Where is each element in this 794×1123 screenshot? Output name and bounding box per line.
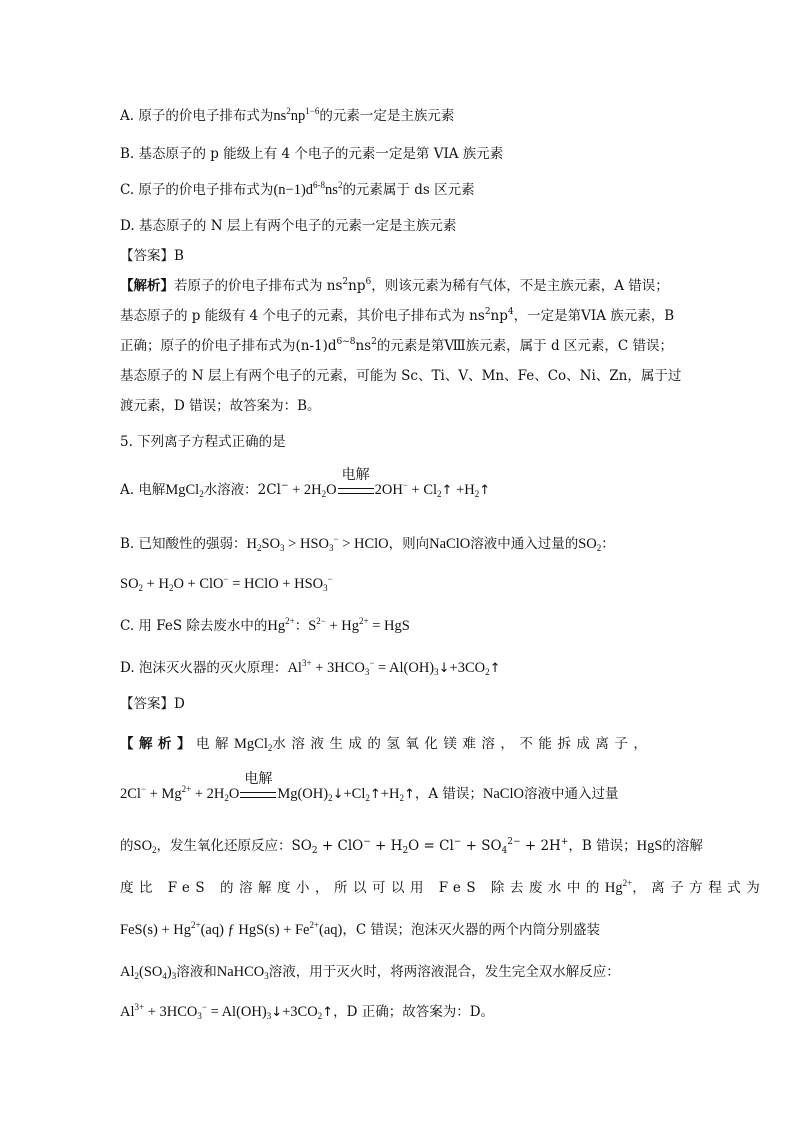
q5-option-a-line: A. 电解MgCl$_2$水溶液：$2Cl^- + 2H_2O$ 电解 $2OH^- + Cl_2↑$ $+H_2↑$ xyxy=(120,467,491,499)
electrolysis-condition: 电解 xyxy=(338,480,374,500)
analysis2-line-3: 的$SO_2$，发生氧化还原反应：$SO_2 + ClO^- + H_2O = Cl^- + SO_4^{2-} + 2H^+$，B 错误；HgS的溶解 xyxy=(120,837,703,856)
analysis2-line-7: $Al^{3+} + 3HCO_3^-$ = $Al(OH)_3↓+3CO_2↑$，D 正确；故答案为：D。 xyxy=(120,1002,495,1021)
analysis2-line-6: $Al_2(SO_4)_3$溶液和NaHCO$_3$溶液，用于灭火时，将两溶液混合，发生完全双水解反应： xyxy=(120,964,620,981)
question-5-text: 5. 下列离子方程式正确的是 xyxy=(120,434,286,450)
question-5-stem xyxy=(120,432,286,452)
analysis2-line-2: $2Cl^- + Mg^{2+} + 2H_2O$ 电解 $Mg(OH)_2↓+Cl_2↑+H_2↑$，A 错误；NaClO溶液中通入过量 xyxy=(120,771,619,803)
electrolysis-condition: 电解 xyxy=(240,784,276,804)
q5-option-b-equation: $SO_2 + H_2O + ClO^-$ = HClO + $HSO_3^-$ xyxy=(120,574,333,593)
option-a-text: A. 原子的价电子排布式为 xyxy=(120,108,274,124)
analysis2-line-5: $FeS(s) + Hg^{2+}(aq)$ ƒ $HgS(s) + Fe^{2+}(aq)$，C 错误；泡沫灭火器的两个内筒分别盛装 xyxy=(120,920,600,938)
q5-option-b-line: B. 已知酸性的强弱：$H_2SO_3 > HSO_3^-$ > HClO，则向NaClO溶液中通入过量的$SO_2$： xyxy=(120,534,615,553)
analysis-line-1: 【解析】若原子的价电子排布式为 $ns^2np^6$，则该元素为稀有气体，不是主族元素，A 错误； xyxy=(120,277,669,294)
option-a-line: A. 原子的价电子排布式为$ns^2np^{1-6}$的元素一定是主族元素 xyxy=(120,106,455,124)
answer-text: 【答案】D xyxy=(120,696,185,712)
option-c-text: C. 原子的价电子排布式为 xyxy=(120,182,274,198)
option-c-line: C. 原子的价电子排布式为$(n-1)d^{6-8}ns^2$的元素属于 ds 区元素 xyxy=(120,180,475,198)
gas-arrow-icon: ↑ xyxy=(479,483,491,498)
gas-arrow-icon: ↑ xyxy=(322,1005,334,1020)
precipitate-arrow-icon: ↓ xyxy=(271,1005,283,1020)
q5-option-c-line: C. 用 FeS 除去废水中的$Hg^{2+}$：$S^{2-} + Hg^{2+}$ = HgS xyxy=(120,616,410,634)
option-d-text: D. 基态原子的 N 层上有两个电子的元素一定是主族元素 xyxy=(120,218,457,234)
answer-text: 【答案】B xyxy=(120,248,184,264)
option-b-line xyxy=(120,144,503,164)
option-b-text: B. 基态原子的 p 能级上有 4 个电子的元素一定是第 VIA 族元素 xyxy=(120,146,504,162)
analysis-label: 【解析】 xyxy=(120,736,196,752)
analysis-label: 【解析】 xyxy=(120,278,174,294)
answer-line xyxy=(120,246,184,266)
analysis2-line-4: 度比 FeS 的溶解度小，所以可以用 FeS 除去废水中的$Hg^{2+}$，离子方程式为 xyxy=(120,878,766,896)
answer-line-2 xyxy=(120,694,185,714)
analysis-line-5: 渡元素，D 错误；故答案为：B。 xyxy=(120,398,321,414)
gas-arrow-icon: ↑ xyxy=(489,661,501,676)
config-formula: $(n-1)d^{6-8}ns^2$ xyxy=(273,180,343,198)
analysis-line-3: 正确；原子的价电子排布式为$(n-1)d^{6\sim 8}ns^2$的元素是第Ⅷ族元素，属于 d 区元素，C 错误； xyxy=(120,337,674,354)
analysis2-line-1: 【解析】电解MgCl$_2$水溶液生成的氢氧化镁难溶，不能拆成离子， xyxy=(120,736,653,753)
config-formula: $ns^2np^{1-6}$ xyxy=(273,106,320,124)
gas-arrow-icon: ↑ xyxy=(441,483,453,498)
precipitate-arrow-icon: ↓ xyxy=(332,787,344,802)
analysis-line-2: 基态原子的 p 能级有 4 个电子的元素，其价电子排布式为 $ns^2np^4$，一定是第VIA 族元素，B xyxy=(120,307,675,324)
gas-arrow-icon: ↑ xyxy=(369,787,381,802)
gas-arrow-icon: ↑ xyxy=(403,787,415,802)
q5-option-d-line: D. 泡沫灭火器的灭火原理：$Al^{3+} + 3HCO_3^-$ = $Al(OH)_3↓+3CO_2↑$ xyxy=(120,658,501,677)
precipitate-arrow-icon: ↓ xyxy=(438,661,450,676)
analysis-line-4: 基态原子的 N 层上有两个电子的元素，可能为 Sc、Ti、V、Mn、Fe、Co、Ni、Zn，属于过 xyxy=(120,368,682,384)
option-d-line xyxy=(120,216,456,236)
